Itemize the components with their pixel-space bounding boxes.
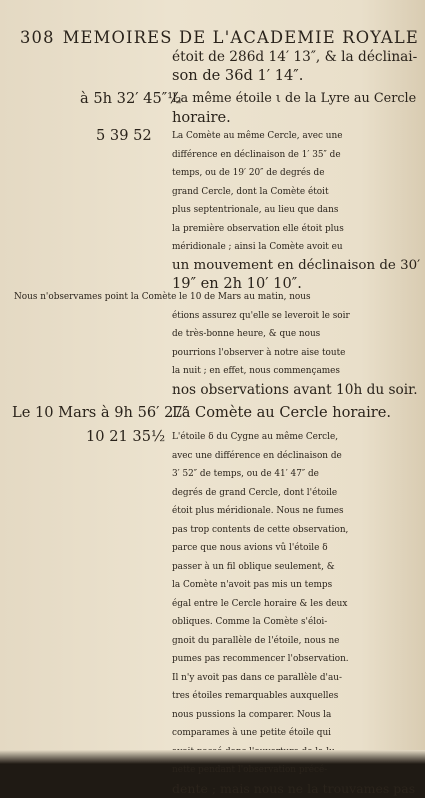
text-line: méridionale ; ainsi la Comète avoit eu (172, 238, 420, 257)
continued-text (172, 48, 417, 85)
observation-date-time: Le 10 Mars à 9h 56′ 27″ (12, 404, 188, 421)
text-line: comparames à une petite étoile qui (172, 724, 415, 743)
text-line: étoit de 286d 14′ 13″, & la déclinai- (172, 48, 417, 67)
text-line: tres étoiles remarquables auxquelles (172, 687, 415, 706)
text-line: dente ; mais nous ne la trouvames pas (172, 780, 415, 798)
text-line: pumes pas recommencer l'observation. (172, 650, 415, 669)
text-line: son de 36d 1′ 14″. (172, 67, 417, 86)
text-line: pourrions l'observer à notre aise toute (14, 344, 418, 363)
page-number: 308 (20, 28, 55, 47)
text-line: obliques. Comme la Comète s'éloi- (172, 613, 415, 632)
text-line: égal entre le Cercle horaire & les deux (172, 595, 415, 614)
text-line: étions assurez qu'elle se leveroit le soir (14, 307, 418, 326)
page-header (20, 28, 420, 47)
text-line: La Comète au Cercle horaire. (172, 404, 391, 423)
text-line: L'étoile δ du Cygne au même Cercle, (172, 428, 415, 447)
observation-text (172, 90, 416, 127)
text-line: Il n'y avoit pas dans ce parallèle d'au- (172, 669, 415, 688)
observation-time: à 5h 32′ 45″½ (80, 90, 181, 107)
text-line: différence en déclinaison de 1′ 35″ de (172, 146, 420, 165)
text-line: un mouvement en déclinaison de 30′ (172, 257, 420, 276)
text-line: nette pendant l'observation précé- (172, 761, 415, 780)
paragraph (14, 288, 418, 399)
text-line: 3′ 52″ de temps, ou de 41′ 47″ de (172, 465, 415, 484)
text-line: avec une différence en déclinaison de (172, 447, 415, 466)
observation-text (172, 127, 420, 294)
observation-text (172, 428, 415, 798)
observation-time: 5 39 52 (96, 127, 152, 144)
observation-text (172, 404, 391, 423)
text-line: la première observation elle étoit plus (172, 220, 420, 239)
text-line: nos observations avant 10h du soir. (14, 381, 418, 400)
text-line: parce que nous avions vû l'étoile δ (172, 539, 415, 558)
text-line: gnoit du parallèle de l'étoile, nous ne (172, 632, 415, 651)
running-title: MEMOIRES DE L'ACADEMIE ROYALE (63, 28, 419, 47)
text-line: de très-bonne heure, & que nous (14, 325, 418, 344)
text-line: horaire. (172, 109, 416, 128)
text-line: degrés de grand Cercle, dont l'étoile (172, 484, 415, 503)
text-line: La même étoile ι de la Lyre au Cercle (172, 90, 416, 109)
text-line: la nuit ; en effet, nous commençames (14, 362, 418, 381)
text-line: nous pussions la comparer. Nous la (172, 706, 415, 725)
text-line: Nous n'observames point la Comète le 10 de Mars au matin, nous (14, 288, 418, 307)
text-line: la Comète n'avoit pas mis un temps (172, 576, 415, 595)
text-line: pas trop contents de cette observation, (172, 521, 415, 540)
text-line: La Comète au même Cercle, avec une (172, 127, 420, 146)
text-line: étoit plus méridionale. Nous ne fumes (172, 502, 415, 521)
observation-time: 10 21 35½ (86, 428, 165, 445)
text-line: passer à un fil oblique seulement, & (172, 558, 415, 577)
text-line: plus septentrionale, au lieu que dans (172, 201, 420, 220)
page-bottom-shadow (0, 750, 425, 764)
text-line: temps, ou de 19′ 20″ de degrés de (172, 164, 420, 183)
text-line: grand Cercle, dont la Comète étoit (172, 183, 420, 202)
text-line: 19″ en 2h 10′ 10″. (172, 275, 420, 294)
